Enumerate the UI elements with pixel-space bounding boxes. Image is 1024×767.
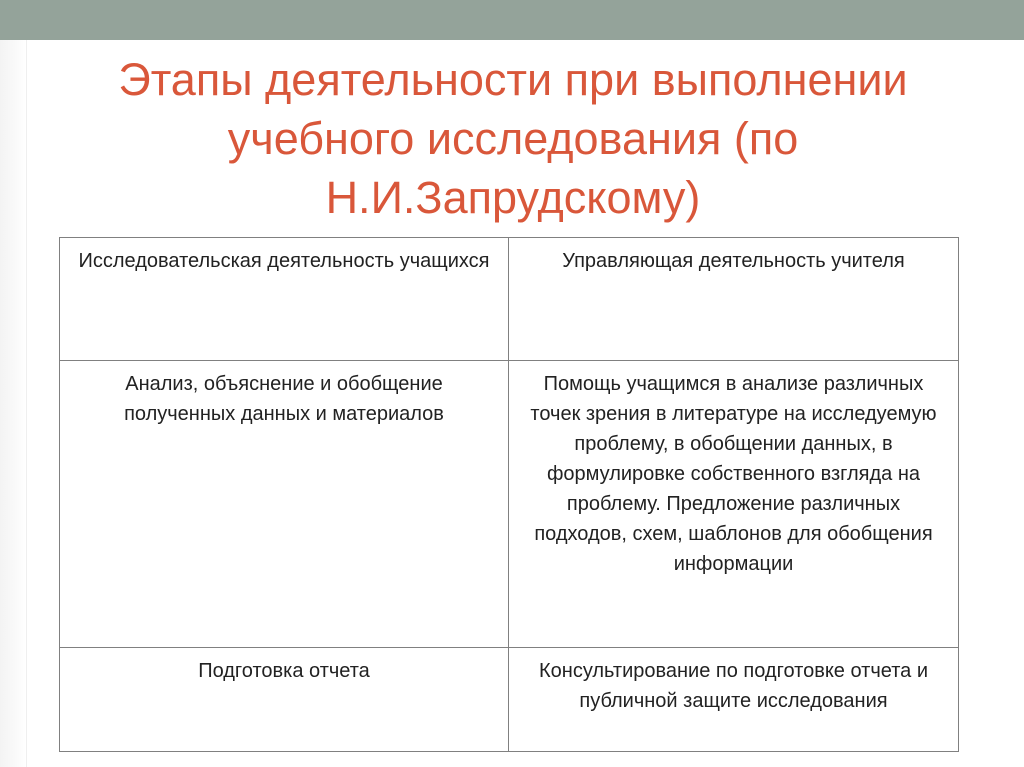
students-activity-cell: Подготовка отчета <box>60 648 509 752</box>
teacher-activity-cell: Консультирование по подготовке отчета и публичной защите исследования <box>509 648 959 752</box>
table-header-row <box>60 238 959 361</box>
slide-title: Этапы деятельности при выполнении учебного исследования (по Н.И.Запрудскому) <box>118 54 908 223</box>
left-decor-stripe <box>0 40 27 767</box>
table-row <box>60 648 959 752</box>
teacher-activity-cell: Помощь учащимся в анализе различных точек зрения в литературе на исследуемую проблему, в обобщении данных, в формулировке собственного взгляда на проблему. Предложение различных подходов, схем, шаблонов для обобщения информации <box>509 361 959 648</box>
top-decor-bar <box>0 0 1024 40</box>
header-students-cell: Исследовательская деятельность учащихся <box>60 238 509 361</box>
header-teacher-cell: Управляющая деятельность учителя <box>509 238 959 361</box>
stages-table <box>59 237 959 752</box>
students-activity-cell: Анализ, объяснение и обобщение полученных данных и материалов <box>60 361 509 648</box>
table-row <box>60 361 959 648</box>
